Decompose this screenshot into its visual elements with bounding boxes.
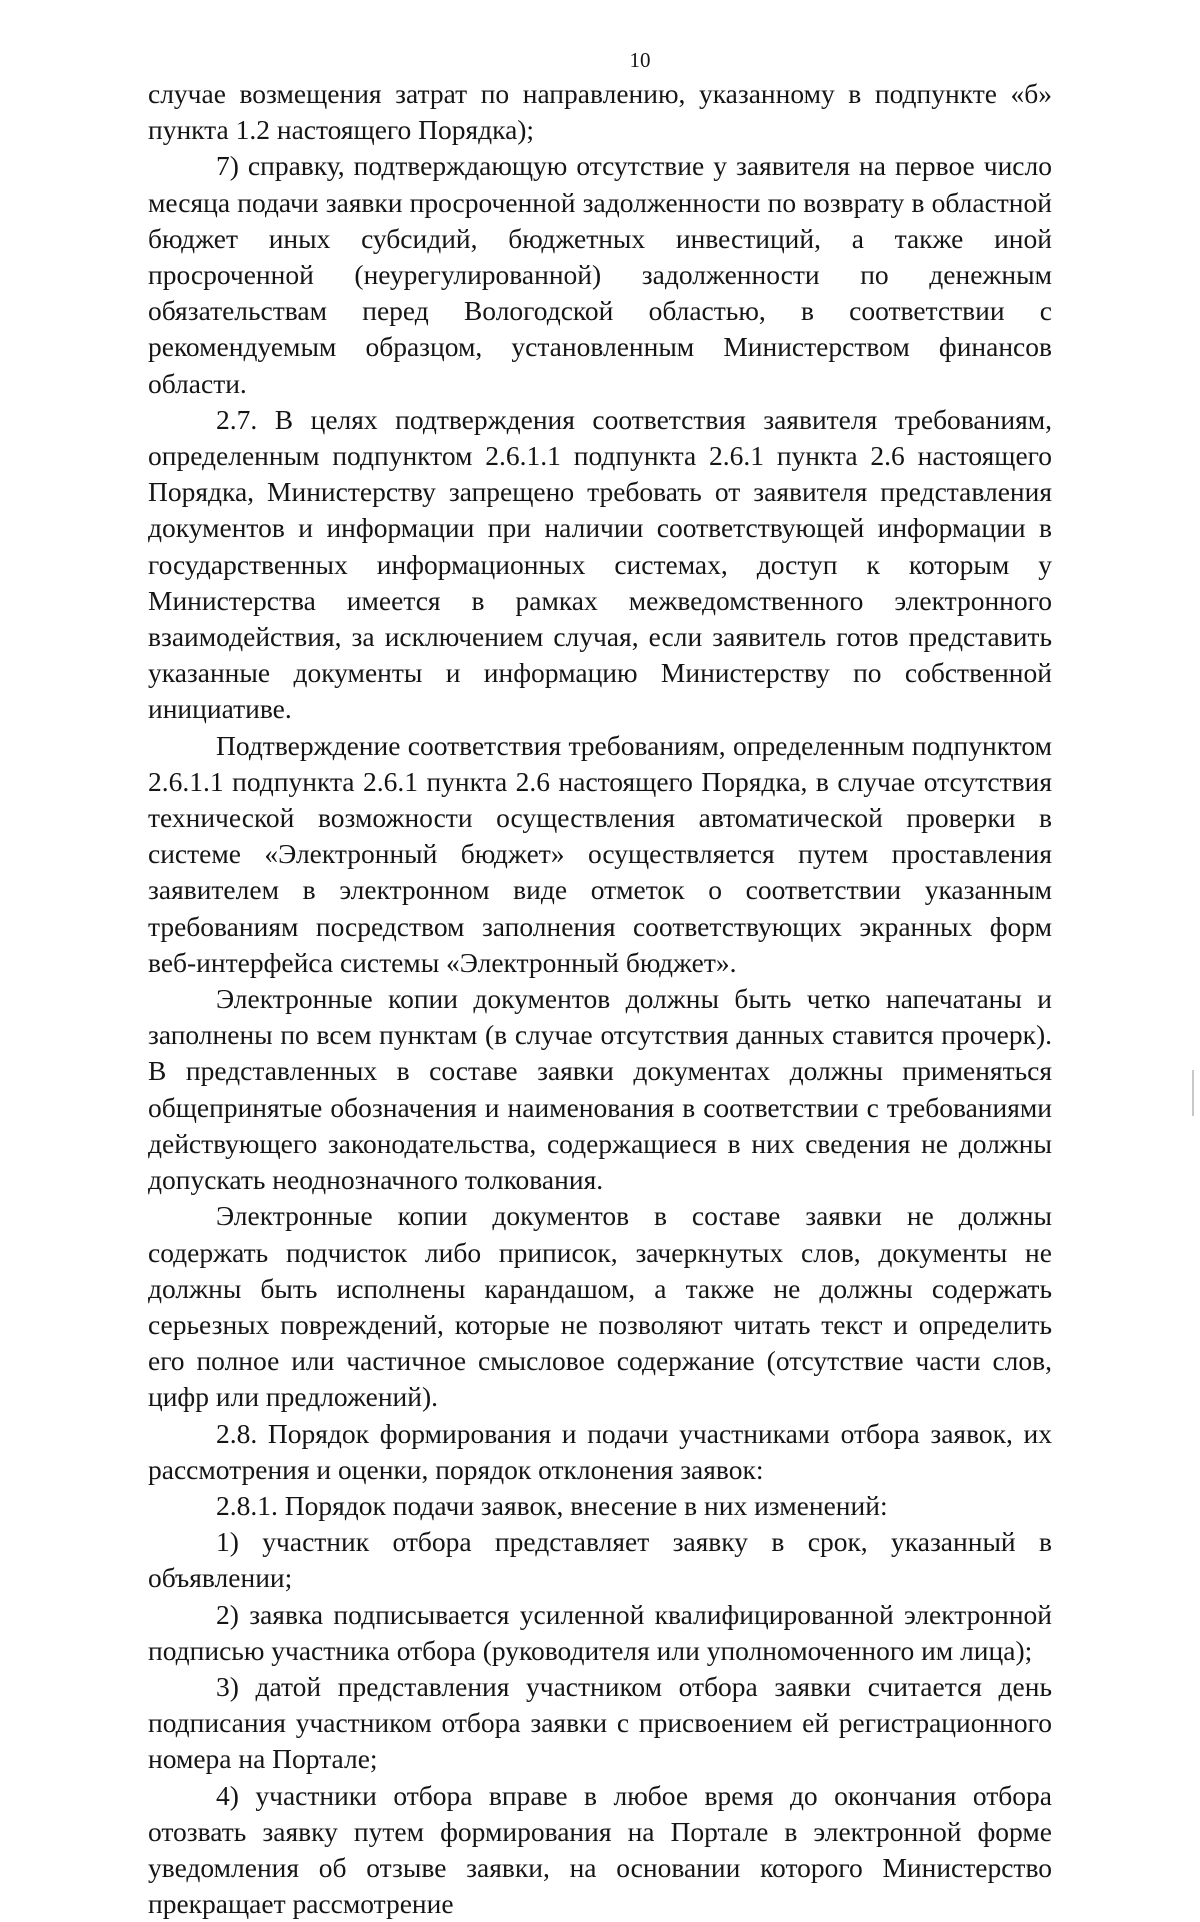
paragraph-list-item-4: 4) участники отбора вправе в любое время до окончания отбора отозвать заявку путем формирования на Портале в электронной форме уведомления об отзыве заявки, на основании которого Министерство прекращает рассмотрение	[148, 1779, 1052, 1920]
paragraph-list-item-1: 1) участник отбора представляет заявку в срок, указанный в объявлении;	[148, 1526, 1052, 1594]
document-body	[148, 76, 1052, 1922]
paragraph-confirmation: Подтверждение соответствия требованиям, определенным подпунктом 2.6.1.1 подпункта 2.6.1 пункта 2.6 настоящего Порядка, в случае отсутствия технической возможности осуществления автоматической проверки в системе «Электронный бюджет» осуществляется путем проставления заявителем в электронном виде отметок о соответствии указанным требованиям посредством заполнения соответствующих экранных форм веб-интерфейса системы «Электронный бюджет».	[148, 729, 1052, 978]
paragraph-item-7: 7) справку, подтверждающую отсутствие у заявителя на первое число месяца подачи заявки просроченной задолженности по возврату в областной бюджет иных субсидий, бюджетных инвестиций, а также иной просроченной (неурегулированной) задолженности по денежным обязательствам перед Вологодской областью, в соответствии с рекомендуемым образцом, установленным Министерством финансов области.	[148, 150, 1052, 399]
paragraph-2-7: 2.7. В целях подтверждения соответствия заявителя требованиям, определенным подпунктом 2.6.1.1 подпункта 2.6.1 пункта 2.6 настоящего Порядка, Министерству запрещено требовать от заявителя представления документов и информации при наличии соответствующей информации в государственных информационных системах, доступ к которым у Министерства имеется в рамках межведомственного электронного взаимодействия, за исключением случая, если заявитель готов представить указанные документы и информацию Министерству по собственной инициативе.	[148, 403, 1052, 725]
paragraph-2-8-1: 2.8.1. Порядок подачи заявок, внесение в них изменений:	[216, 1489, 888, 1521]
page-number: 10	[629, 48, 651, 72]
paragraph-electronic-copies: Электронные копии документов должны быть четко напечатаны и заполнены по всем пунктам (в случае отсутствия данных ставится прочерк). В представленных в составе заявки документах должны применяться общепринятые обозначения и наименования в соответствии с требованиями действующего законодательства, содержащиеся в них сведения не должны допускать неоднозначного толкования.	[148, 983, 1052, 1196]
paragraph-list-item-2: 2) заявка подписывается усиленной квалифицированной электронной подписью участника отбора (руководителя или уполномоченного им лица);	[148, 1598, 1052, 1666]
paragraph-list-item-3: 3) датой представления участником отбора заявки считается день подписания участником отбора заявки с присвоением ей регистрационного номера на Портале;	[148, 1670, 1052, 1775]
paragraph-electronic-copies-requirements: Электронные копии документов в составе заявки не должны содержать подчисток либо приписок, зачеркнутых слов, документы не должны быть исполнены карандашом, а также не должны содержать серьезных повреждений, которые не позволяют читать текст и определить его полное или частичное смысловое содержание (отсутствие части слов, цифр или предложений).	[148, 1200, 1052, 1413]
scan-edge-mark	[1192, 1070, 1194, 1116]
paragraph-2-8: 2.8. Порядок формирования и подачи участниками отбора заявок, их рассмотрения и оценки, порядок отклонения заявок:	[148, 1417, 1052, 1485]
paragraph-continuation: случае возмещения затрат по направлению, указанному в подпункте «б» пункта 1.2 настоящего Порядка);	[148, 78, 1052, 146]
